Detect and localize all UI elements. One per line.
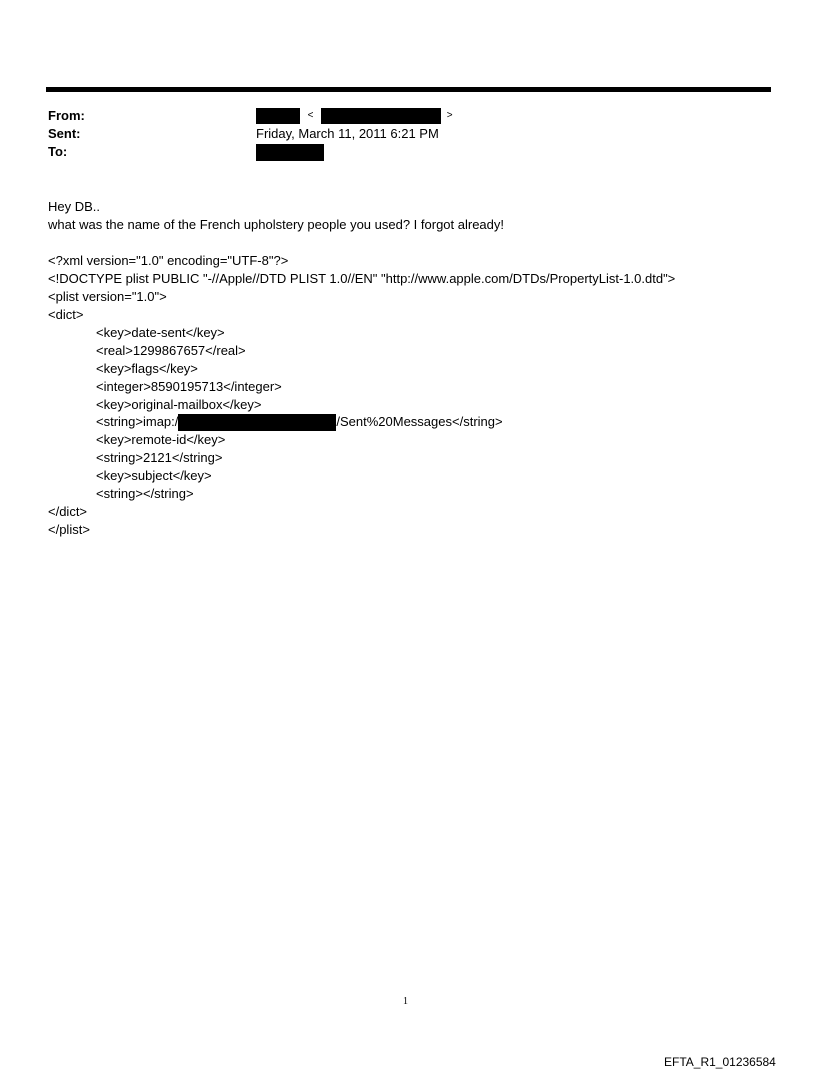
email-close-bracket: > — [446, 110, 453, 121]
sent-value: Friday, March 11, 2011 6:21 PM — [256, 126, 439, 141]
string-subject: <string></string> — [96, 486, 194, 501]
to-label: To: — [48, 144, 68, 159]
header-rule — [46, 87, 771, 92]
plist-close-tag: </plist> — [48, 522, 90, 537]
key-original-mailbox: <key>original-mailbox</key> — [96, 397, 262, 412]
page-number: 1 — [403, 996, 408, 1007]
redacted-sender-email — [321, 108, 441, 124]
xml-declaration: <?xml version="1.0" encoding="UTF-8"?> — [48, 253, 289, 268]
to-value — [256, 144, 324, 161]
redacted-mailbox-path — [178, 414, 336, 431]
redacted-recipient — [256, 144, 324, 161]
key-date-sent: <key>date-sent</key> — [96, 325, 225, 340]
real-date-value: <real>1299867657</real> — [96, 343, 246, 358]
bates-number: EFTA_R1_01236584 — [664, 1055, 776, 1069]
body-question: what was the name of the French upholstery people you used? I forgot already! — [48, 217, 504, 232]
xml-doctype: <!DOCTYPE plist PUBLIC "-//Apple//DTD PLIST 1.0//EN" "http://www.apple.com/DTDs/PropertyList-1.0.dtd"> — [48, 271, 676, 286]
key-remote-id: <key>remote-id</key> — [96, 432, 226, 447]
imap-prefix: <string>imap:/ — [96, 414, 179, 429]
redacted-sender-name — [256, 108, 300, 124]
sent-label: Sent: — [48, 126, 81, 141]
imap-suffix: /Sent%20Messages</string> — [336, 414, 503, 429]
dict-close-tag: </dict> — [48, 504, 88, 519]
string-imap-line — [96, 414, 503, 431]
plist-open-tag: <plist version="1.0"> — [48, 289, 167, 304]
string-remote-id: <string>2121</string> — [96, 450, 223, 465]
from-value — [256, 108, 453, 124]
integer-flags-value: <integer>8590195713</integer> — [96, 379, 282, 394]
body-greeting: Hey DB.. — [48, 199, 101, 214]
email-open-bracket: < — [307, 110, 314, 121]
dict-open-tag: <dict> — [48, 307, 84, 322]
key-subject: <key>subject</key> — [96, 468, 212, 483]
key-flags: <key>flags</key> — [96, 361, 198, 376]
from-label: From: — [48, 108, 85, 123]
